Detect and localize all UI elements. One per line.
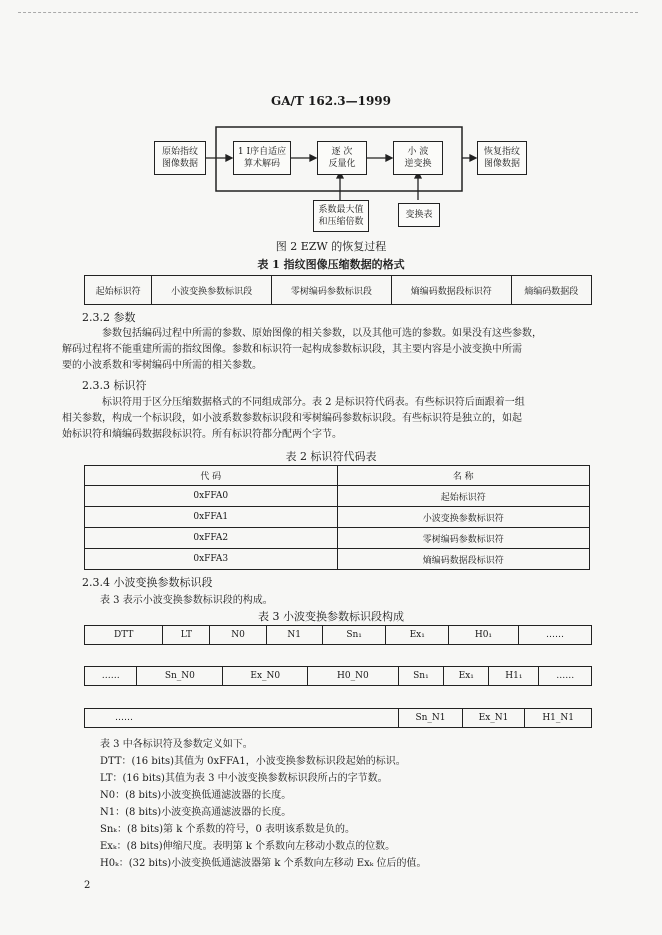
table-1-caption: 表 1 指纹图像压缩数据的格式 bbox=[257, 258, 405, 271]
table-cell: 起始标识符 bbox=[85, 276, 152, 305]
table-cell: 小波变换参数标识符 bbox=[337, 507, 590, 528]
original-fingerprint-data-box: 原始指纹 图像数据 bbox=[154, 141, 206, 175]
column-header: 名 称 bbox=[337, 466, 590, 486]
table-row bbox=[85, 709, 592, 728]
section-heading: 2.3.4 小波变换参数标识段 bbox=[82, 576, 213, 589]
table-cell: …… bbox=[85, 709, 399, 728]
table-cell: 0xFFA0 bbox=[85, 486, 338, 507]
table-cell: Ex₁ bbox=[444, 667, 489, 686]
definition-item: LT：(16 bits)其值为表 3 中小波变换参数标识段所占的字节数。 bbox=[100, 773, 388, 784]
table-cell: Ex₁ bbox=[386, 626, 449, 645]
definitions-intro: 表 3 中各标识符及参数定义如下。 bbox=[100, 739, 253, 750]
table-cell: Sn_N0 bbox=[137, 667, 223, 686]
table-cell: DTT bbox=[85, 626, 163, 645]
adaptive-arithmetic-decode-box: 1 I序自适应 算术解码 bbox=[233, 141, 291, 175]
table-row bbox=[85, 528, 590, 549]
definition-item: N0：(8 bits)小波变换低通滤波器的长度。 bbox=[100, 790, 292, 801]
paragraph-line: 标识符用于区分压缩数据格式的不同组成部分。表 2 是标识符代码表。有些标识符后面跟着一组 bbox=[102, 397, 525, 408]
coefficient-max-box: 系数最大值 和压缩倍数 bbox=[313, 200, 369, 232]
table-cell: …… bbox=[85, 667, 137, 686]
table-cell: Ex_N0 bbox=[223, 667, 308, 686]
table-2-caption: 表 2 标识符代码表 bbox=[285, 450, 377, 463]
table-1 bbox=[84, 275, 592, 305]
table-3-caption: 表 3 小波变换参数标识段构成 bbox=[258, 610, 404, 623]
definition-item: DTT：(16 bits)其值为 0xFFA1，小波变换参数标识段起始的标识。 bbox=[100, 756, 406, 767]
table-cell: LT bbox=[163, 626, 210, 645]
table-cell: Ex_N1 bbox=[462, 709, 525, 728]
table-row bbox=[85, 626, 592, 645]
restored-fingerprint-data-box: 恢复指纹 图像数据 bbox=[477, 141, 527, 175]
inverse-quantization-box: 逐 次 反量化 bbox=[317, 141, 367, 175]
definition-item: Exₖ：(8 bits)伸缩尺度。表明第 k 个系数向左移动小数点的位数。 bbox=[100, 841, 396, 852]
table-cell: Sn₁ bbox=[322, 626, 386, 645]
paragraph-line: 解码过程将不能重建所需的指纹图像。参数和标识符一起构成参数标识段，其主要内容是小波变换中所需 bbox=[62, 344, 522, 355]
section-heading: 2.3.3 标识符 bbox=[82, 379, 147, 392]
definition-item: Snₖ：(8 bits)第 k 个系数的符号，0 表明该系数是负的。 bbox=[100, 824, 355, 835]
table-cell: 0xFFA2 bbox=[85, 528, 338, 549]
table-cell: 起始标识符 bbox=[337, 486, 590, 507]
table-cell: …… bbox=[539, 667, 592, 686]
page-header: GA/T 162.3—1999 bbox=[270, 94, 392, 108]
table-cell: 零树编码参数标识符 bbox=[337, 528, 590, 549]
table-cell: 熵编码数据段 bbox=[511, 276, 591, 305]
definition-item: N1：(8 bits)小波变换高通滤波器的长度。 bbox=[100, 807, 292, 818]
table-cell: H1_N1 bbox=[525, 709, 592, 728]
table-row bbox=[85, 507, 590, 528]
paragraph-line: 始标识符和熵编码数据段标识符。所有标识符都分配两个字节。 bbox=[62, 429, 342, 440]
section-heading: 2.3.2 参数 bbox=[82, 311, 136, 324]
table-3-row-3 bbox=[84, 708, 592, 728]
table-cell: H0₁ bbox=[449, 626, 519, 645]
table-cell: N0 bbox=[210, 626, 266, 645]
definition-item: H0ₖ：(32 bits)小波变换低通滤波器第 k 个系数向左移动 Exₖ 位后的值。 bbox=[100, 858, 427, 869]
table-cell: H0_N0 bbox=[308, 667, 398, 686]
table-cell: 熵编码数据段标识符 bbox=[391, 276, 511, 305]
table-row bbox=[85, 667, 592, 686]
table-cell: …… bbox=[518, 626, 591, 645]
table-cell: 0xFFA3 bbox=[85, 549, 338, 570]
paragraph-line: 相关参数，构成一个标识段，如小波系数参数标识段和零树编码参数标识段。有些标识符是独立的，如起 bbox=[62, 413, 522, 424]
page-number: 2 bbox=[84, 880, 91, 891]
table-header-row bbox=[85, 466, 590, 486]
paragraph bbox=[62, 395, 596, 443]
paragraph bbox=[62, 326, 596, 374]
table-cell: Sn₁ bbox=[398, 667, 444, 686]
figure-2-caption: 图 2 EZW 的恢复过程 bbox=[275, 240, 387, 253]
table-cell: 零树编码参数标识段 bbox=[272, 276, 392, 305]
table-row bbox=[85, 276, 592, 305]
table-cell: 熵编码数据段标识符 bbox=[337, 549, 590, 570]
table-3-row-2 bbox=[84, 666, 592, 686]
paragraph-line: 表 3 表示小波变换参数标识段的构成。 bbox=[100, 595, 273, 606]
paragraph-line: 要的小波系数和零树编码中所需的相关参数。 bbox=[62, 360, 262, 371]
table-cell: Sn_N1 bbox=[399, 709, 462, 728]
table-cell: N1 bbox=[266, 626, 322, 645]
inverse-wavelet-box: 小 波 逆变换 bbox=[393, 141, 443, 175]
table-cell: 0xFFA1 bbox=[85, 507, 338, 528]
table-row bbox=[85, 486, 590, 507]
table-cell: 小波变换参数标识段 bbox=[152, 276, 272, 305]
transform-table-box: 变换表 bbox=[398, 203, 440, 227]
table-row bbox=[85, 549, 590, 570]
table-2 bbox=[84, 465, 590, 570]
table-3-row-1 bbox=[84, 625, 592, 645]
column-header: 代 码 bbox=[85, 466, 338, 486]
table-cell: H1₁ bbox=[489, 667, 539, 686]
paragraph-line: 参数包括编码过程中所需的参数、原始图像的相关参数，以及其他可选的参数。如果没有这些参数， bbox=[102, 328, 542, 339]
